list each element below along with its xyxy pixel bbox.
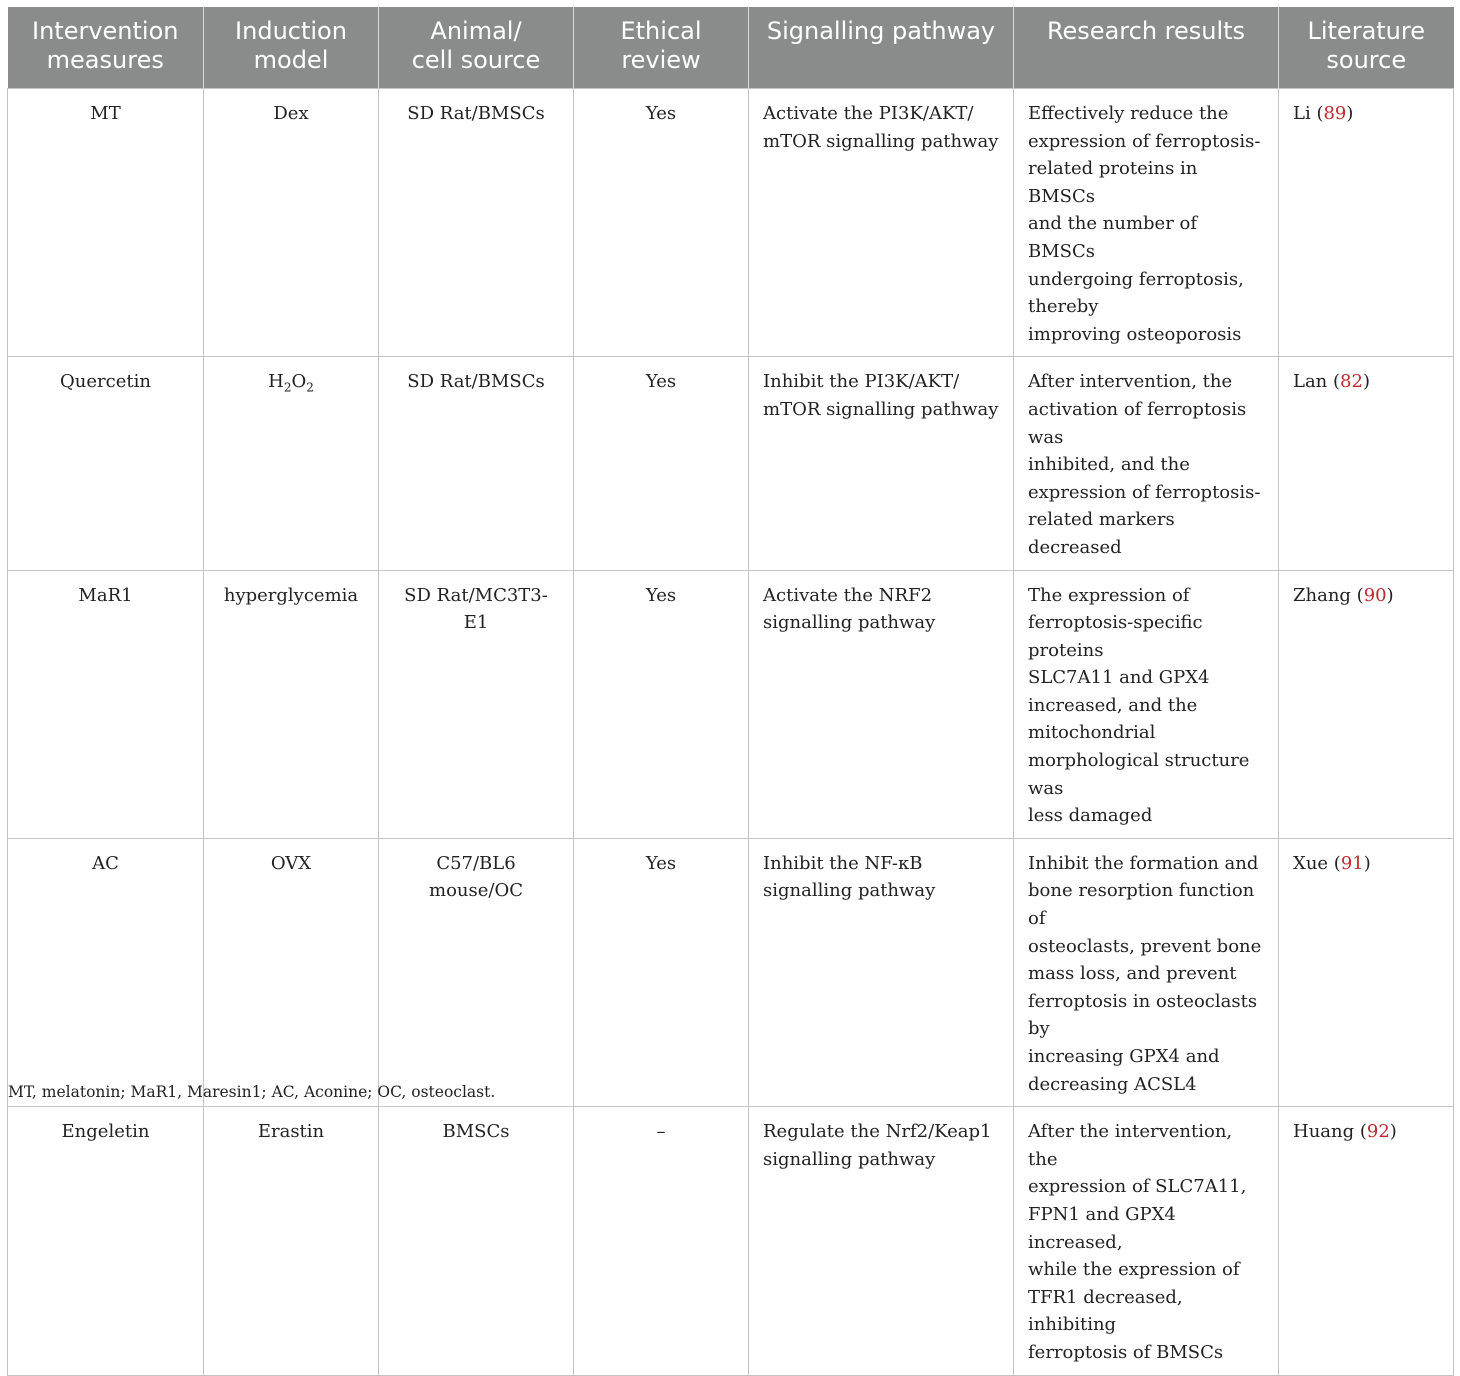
results-line: less damaged xyxy=(1028,805,1153,827)
signalling-pathway-cell xyxy=(749,89,1014,357)
signalling-pathway-cell xyxy=(749,838,1014,1106)
source-cell xyxy=(379,1107,574,1375)
results-line: and the number of BMSCs xyxy=(1028,213,1198,262)
author-name: Huang xyxy=(1293,1121,1355,1143)
pathway-line: signalling pathway xyxy=(763,612,936,634)
results-line: undergoing ferroptosis, xyxy=(1028,268,1244,290)
literature-source-cell: Xue (91) xyxy=(1279,838,1454,1106)
pathway-line: Activate the PI3K/AKT/ xyxy=(763,103,974,124)
literature-source-cell: Li (89) xyxy=(1279,89,1454,357)
author-name: Li xyxy=(1293,103,1311,124)
table-row xyxy=(8,838,1454,1106)
ethical-review-cell: Yes xyxy=(574,357,749,570)
header-signalling-pathway: Signalling pathway xyxy=(749,7,1014,89)
results-line: ferroptosis of BMSCs xyxy=(1028,1341,1224,1363)
results-line: The expression of xyxy=(1028,584,1190,606)
pathway-line: signalling pathway xyxy=(763,880,936,902)
results-line: bone resorption function of xyxy=(1028,880,1255,930)
results-line: mitochondrial xyxy=(1028,722,1156,744)
pathway-line: signalling pathway xyxy=(763,1148,936,1170)
induction-model-cell: hyperglycemia xyxy=(204,570,379,838)
results-line: thereby xyxy=(1028,296,1099,318)
results-line: expression of SLC7A11, xyxy=(1028,1176,1247,1198)
results-line: increased, and the xyxy=(1028,694,1198,716)
source-line: SD Rat/BMSCs xyxy=(407,103,545,124)
header-literature-source: Literature source xyxy=(1279,7,1454,89)
reference-link[interactable]: 92 xyxy=(1366,1121,1390,1143)
results-line: related proteins in BMSCs xyxy=(1028,158,1198,207)
pathway-line: Inhibit the PI3K/AKT/ xyxy=(763,371,960,393)
results-line: expression of ferroptosis- xyxy=(1028,130,1261,152)
research-results-cell xyxy=(1014,89,1279,357)
literature-source-cell: Lan (82) xyxy=(1279,357,1454,570)
reference-link[interactable]: 91 xyxy=(1340,852,1364,874)
induction-model-cell: Dex xyxy=(204,89,379,357)
intervention-cell: MT xyxy=(8,89,204,357)
pathway-line: Inhibit the NF-κB xyxy=(763,852,923,874)
header-induction-model: Induction model xyxy=(204,7,379,89)
author-name: Xue xyxy=(1293,852,1329,874)
table-header-row xyxy=(8,7,1454,89)
table-row xyxy=(8,570,1454,838)
results-line: osteoclasts, prevent bone xyxy=(1028,935,1262,957)
intervention-cell: AC xyxy=(8,838,204,1106)
induction-model-cell: OVX xyxy=(204,838,379,1106)
results-line: increasing GPX4 and xyxy=(1028,1046,1220,1067)
research-results-cell xyxy=(1014,838,1279,1106)
research-results-cell xyxy=(1014,570,1279,838)
table-row xyxy=(8,1107,1454,1375)
results-line: inhibited, and the xyxy=(1028,454,1190,476)
results-line: expression of ferroptosis- xyxy=(1028,481,1261,503)
results-line: improving osteoporosis xyxy=(1028,323,1242,345)
research-results-cell xyxy=(1014,357,1279,570)
ethical-review-cell: Yes xyxy=(574,570,749,838)
source-line: BMSCs xyxy=(442,1121,510,1143)
author-name: Zhang xyxy=(1293,584,1351,606)
table-row xyxy=(8,357,1454,570)
results-line: Effectively reduce the xyxy=(1028,103,1229,124)
intervention-cell: Engeletin xyxy=(8,1107,204,1375)
ethical-review-cell: – xyxy=(574,1107,749,1375)
pathway-line: mTOR signalling pathway xyxy=(763,130,999,152)
literature-source-cell: Zhang (90) xyxy=(1279,570,1454,838)
results-line: After intervention, the xyxy=(1028,371,1233,393)
induction-model-cell: Erastin xyxy=(204,1107,379,1375)
signalling-pathway-cell xyxy=(749,570,1014,838)
source-line: C57/BL6 xyxy=(436,852,516,874)
results-line: while the expression of xyxy=(1028,1259,1240,1281)
header-animal-cell-source: Animal/ cell source xyxy=(379,7,574,89)
results-line: decreasing ACSL4 xyxy=(1028,1073,1197,1095)
induction-model-cell-h2o2: $H_2O_2$ xyxy=(204,357,379,570)
results-line: ferroptosis in osteoclasts by xyxy=(1028,990,1258,1040)
reference-link[interactable]: 90 xyxy=(1363,584,1387,606)
pathway-line: Regulate the Nrf2/Keap1 xyxy=(763,1121,992,1143)
signalling-pathway-cell xyxy=(749,357,1014,570)
signalling-pathway-cell xyxy=(749,1107,1014,1375)
data-table xyxy=(7,7,1454,1376)
source-cell xyxy=(379,570,574,838)
table-row xyxy=(8,89,1454,357)
source-line: SD Rat/BMSCs xyxy=(407,371,545,393)
source-cell xyxy=(379,89,574,357)
intervention-cell: MaR1 xyxy=(8,570,204,838)
pathway-line: Activate the NRF2 xyxy=(763,584,933,606)
results-line: TFR1 decreased, inhibiting xyxy=(1028,1286,1183,1336)
header-intervention-measures: Intervention measures xyxy=(8,7,204,89)
header-ethical-review: Ethical review xyxy=(574,7,749,89)
results-line: activation of ferroptosis was xyxy=(1028,398,1247,448)
results-line: mass loss, and prevent xyxy=(1028,963,1237,985)
reference-link[interactable]: 89 xyxy=(1323,103,1347,124)
results-line: morphological structure was xyxy=(1028,750,1250,799)
ethical-review-cell: Yes xyxy=(574,89,749,357)
research-results-cell xyxy=(1014,1107,1279,1375)
source-cell xyxy=(379,357,574,570)
results-line: After the intervention, the xyxy=(1028,1121,1233,1170)
ethical-review-cell: Yes xyxy=(574,838,749,1106)
source-line: mouse/OC xyxy=(429,880,523,902)
results-line: related markers decreased xyxy=(1028,509,1175,558)
source-cell xyxy=(379,838,574,1106)
author-name: Lan xyxy=(1293,371,1328,393)
results-line: Inhibit the formation and xyxy=(1028,852,1259,874)
header-research-results: Research results xyxy=(1014,7,1279,89)
results-line: FPN1 and GPX4 increased, xyxy=(1028,1203,1176,1253)
pathway-line: mTOR signalling pathway xyxy=(763,398,999,420)
results-line: SLC7A11 and GPX4 xyxy=(1028,667,1210,689)
results-line: ferroptosis-specific proteins xyxy=(1028,612,1203,661)
intervention-cell: Quercetin xyxy=(8,357,204,570)
table-footnote: MT, melatonin; MaR1, Maresin1; AC, Aconine; OC, osteoclast. xyxy=(8,1083,496,1101)
literature-source-cell: Huang (92) xyxy=(1279,1107,1454,1375)
reference-link[interactable]: 82 xyxy=(1340,371,1363,393)
source-line: SD Rat/MC3T3-E1 xyxy=(404,584,548,634)
